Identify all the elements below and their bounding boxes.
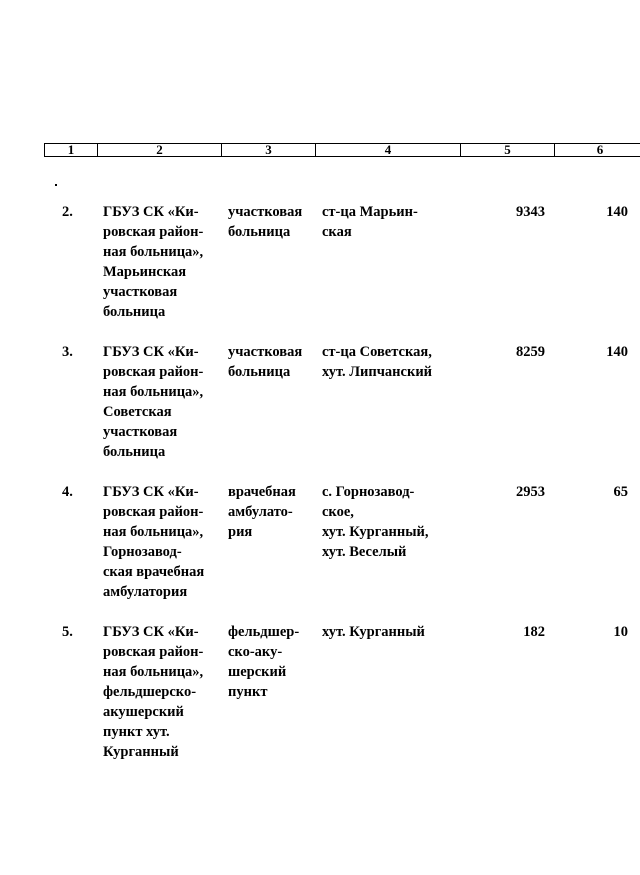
facility-location [322,342,467,382]
column-number-header [44,143,640,157]
facility-name-line: участковая [103,284,178,300]
facility-name-line: акушерский [103,704,184,720]
facility-location-line: ст-ца Марьин- [322,204,418,220]
facility-location [322,202,467,242]
facility-type-line: врачебная [228,484,296,500]
facility-name [103,342,227,462]
row-number: 5. [62,624,73,640]
facility-name-line: ГБУЗ СК «Ки- [103,484,199,500]
facility-type [228,342,322,382]
facility-type-line: ско-аку- [228,644,283,660]
facility-name-line: ровская район- [103,504,204,520]
facility-name-line: ГБУЗ СК «Ки- [103,624,199,640]
facility-type-line: рия [228,524,253,540]
facility-type-line: больница [228,364,291,380]
facility-name-line: ровская район- [103,224,204,240]
facility-type [228,622,322,702]
header-col-2: 2 [97,144,221,156]
facility-name-line: пункт хут. [103,724,170,740]
facility-name-line: ная больница», [103,524,204,540]
header-col-3: 3 [221,144,315,156]
col6-value: 140 [606,204,628,220]
facility-location-line: ское, [322,504,354,520]
facility-name-line: ровская район- [103,364,204,380]
facility-location-line: хут. Курганный [322,624,425,640]
facility-type-line: амбулато- [228,504,293,520]
facility-name-line: ная больница», [103,244,204,260]
row-number: 4. [62,484,73,500]
header-col-5: 5 [460,144,554,156]
scan-dot [55,184,57,186]
facility-name-line: больница [103,444,166,460]
facility-location [322,482,467,562]
facility-name-line: ровская район- [103,644,204,660]
facility-name [103,622,227,762]
facility-name-line: Горнозавод- [103,544,182,560]
facility-type [228,202,322,242]
facility-name-line: больница [103,304,166,320]
facility-name-line: Курганный [103,744,179,760]
facility-type-line: шерский [228,664,287,680]
header-col-4: 4 [315,144,460,156]
facility-name-line: Советская [103,404,172,420]
facility-type-line: участковая [228,204,303,220]
facility-type-line: больница [228,224,291,240]
facility-type-line: участковая [228,344,303,360]
row-number: 2. [62,204,73,220]
col6-value: 10 [613,624,628,640]
facility-name [103,482,227,602]
facility-location-line: ская [322,224,352,240]
facility-type-line: фельдшер- [228,624,300,640]
facility-name-line: амбулатория [103,584,188,600]
population-value: 9343 [516,204,545,220]
header-col-6: 6 [554,144,640,156]
facility-location-line: хут. Липчанский [322,364,433,380]
facility-name-line: ная больница», [103,664,204,680]
facility-location-line: ст-ца Советская, [322,344,432,360]
facility-name-line: ГБУЗ СК «Ки- [103,344,199,360]
header-col-1: 1 [67,142,75,157]
facility-name-line: фельдшерско- [103,684,197,700]
facility-type-line: пункт [228,684,268,700]
population-value: 182 [523,624,545,640]
facility-type [228,482,322,542]
facility-location [322,622,467,642]
facility-name-line: ГБУЗ СК «Ки- [103,204,199,220]
facility-name-line: Марьинская [103,264,187,280]
population-value: 2953 [516,484,545,500]
facility-name-line: участковая [103,424,178,440]
population-value: 8259 [516,344,545,360]
facility-location-line: с. Горнозавод- [322,484,415,500]
row-number: 3. [62,344,73,360]
facility-name-line: ская врачебная [103,564,205,580]
col6-value: 65 [613,484,628,500]
facility-location-line: хут. Веселый [322,544,407,560]
col6-value: 140 [606,344,628,360]
facility-name [103,202,227,322]
facility-name-line: ная больница», [103,384,204,400]
facility-location-line: хут. Курганный, [322,524,429,540]
